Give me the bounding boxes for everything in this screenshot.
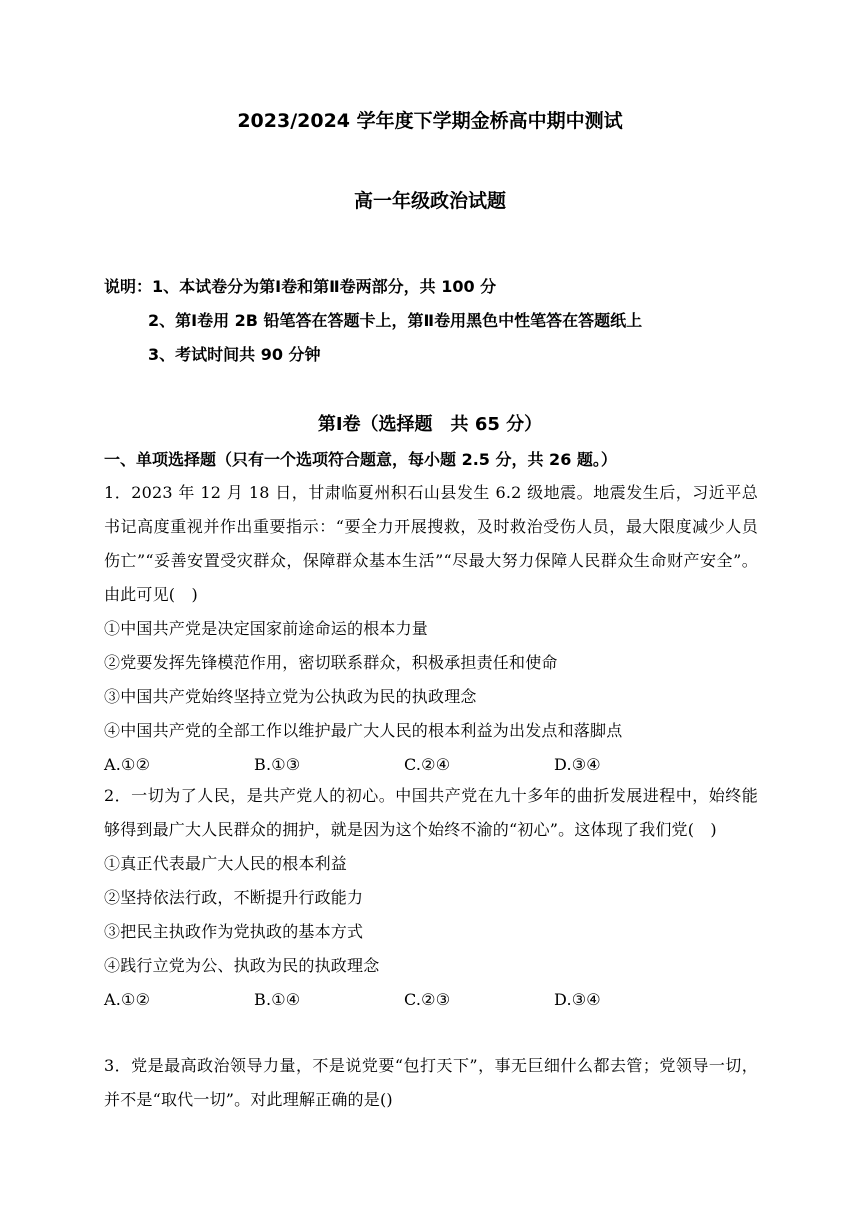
statement-option: ①真正代表最广大人民的根本利益 <box>104 854 348 873</box>
statement-option: ②坚持依法行政，不断提升行政能力 <box>104 888 364 907</box>
choice-c: C.②④ <box>404 755 451 774</box>
answer-choices <box>104 748 758 782</box>
exam-title: 2023/2024 学年度下学期金桥高中期中测试 <box>237 110 623 132</box>
instruction-line-3: 3、考试时间共 90 分钟 <box>148 345 321 364</box>
choice-a: A.①② <box>104 755 151 774</box>
question-stem: 3．党是最高政治领导力量，不是说党要“包打天下”，事无巨细什么都去管；党领导一切，并不是“取代一切”。对此理解正确的是() <box>104 1056 758 1109</box>
instruction-line-2: 2、第Ⅰ卷用 2B 铅笔答在答题卡上，第Ⅱ卷用黑色中性笔答在答题纸上 <box>148 311 643 330</box>
statement-option: ④中国共产党的全部工作以维护最广大人民的根本利益为出发点和落脚点 <box>104 721 623 740</box>
choice-b: B.①④ <box>254 990 301 1009</box>
question-2 <box>104 779 758 1017</box>
instruction-line-1: 说明：1、本试卷分为第Ⅰ卷和第Ⅱ卷两部分，共 100 分 <box>104 277 497 296</box>
exam-subtitle: 高一年级政治试题 <box>353 190 506 212</box>
answer-choices <box>104 983 758 1017</box>
choice-d: D.③④ <box>554 755 601 774</box>
choice-a: A.①② <box>104 990 151 1009</box>
question-stem: 2．一切为了人民，是共产党人的初心。中国共产党在九十多年的曲折发展进程中，始终能够得到最广大人民群众的拥护，就是因为这个始终不渝的“初心”。这体现了我们党( ) <box>104 786 758 839</box>
statement-option: ③把民主执政作为党执政的基本方式 <box>104 922 364 941</box>
statement-option: ②党要发挥先锋模范作用，密切联系群众，积极承担责任和使命 <box>104 653 558 672</box>
section-title: 第Ⅰ卷（选择题 共 65 分） <box>317 414 543 435</box>
choice-b: B.①③ <box>254 755 301 774</box>
choice-c: C.②③ <box>404 990 451 1009</box>
question-stem: 1．2023 年 12 月 18 日，甘肃临夏州积石山县发生 6.2 级地震。地震发生后，习近平总书记高度重视并作出重要指示：“要全力开展搜救，及时救治受伤人员，最大限度减少人员伤亡”“妥善安置受灾群众，保障群众基本生活”“尽最大努力保障人民群众生命财产安全”。由此可见( ) <box>104 483 758 604</box>
statement-option: ④践行立党为公、执政为民的执政理念 <box>104 956 380 975</box>
choice-d: D.③④ <box>554 990 601 1009</box>
question-3 <box>104 1049 758 1117</box>
statement-option: ③中国共产党始终坚持立党为公执政为民的执政理念 <box>104 687 477 706</box>
statement-option: ①中国共产党是决定国家前途命运的根本力量 <box>104 619 429 638</box>
question-1 <box>104 476 758 782</box>
part-heading: 一、单项选择题（只有一个选项符合题意，每小题 2.5 分，共 26 题。） <box>104 450 617 469</box>
